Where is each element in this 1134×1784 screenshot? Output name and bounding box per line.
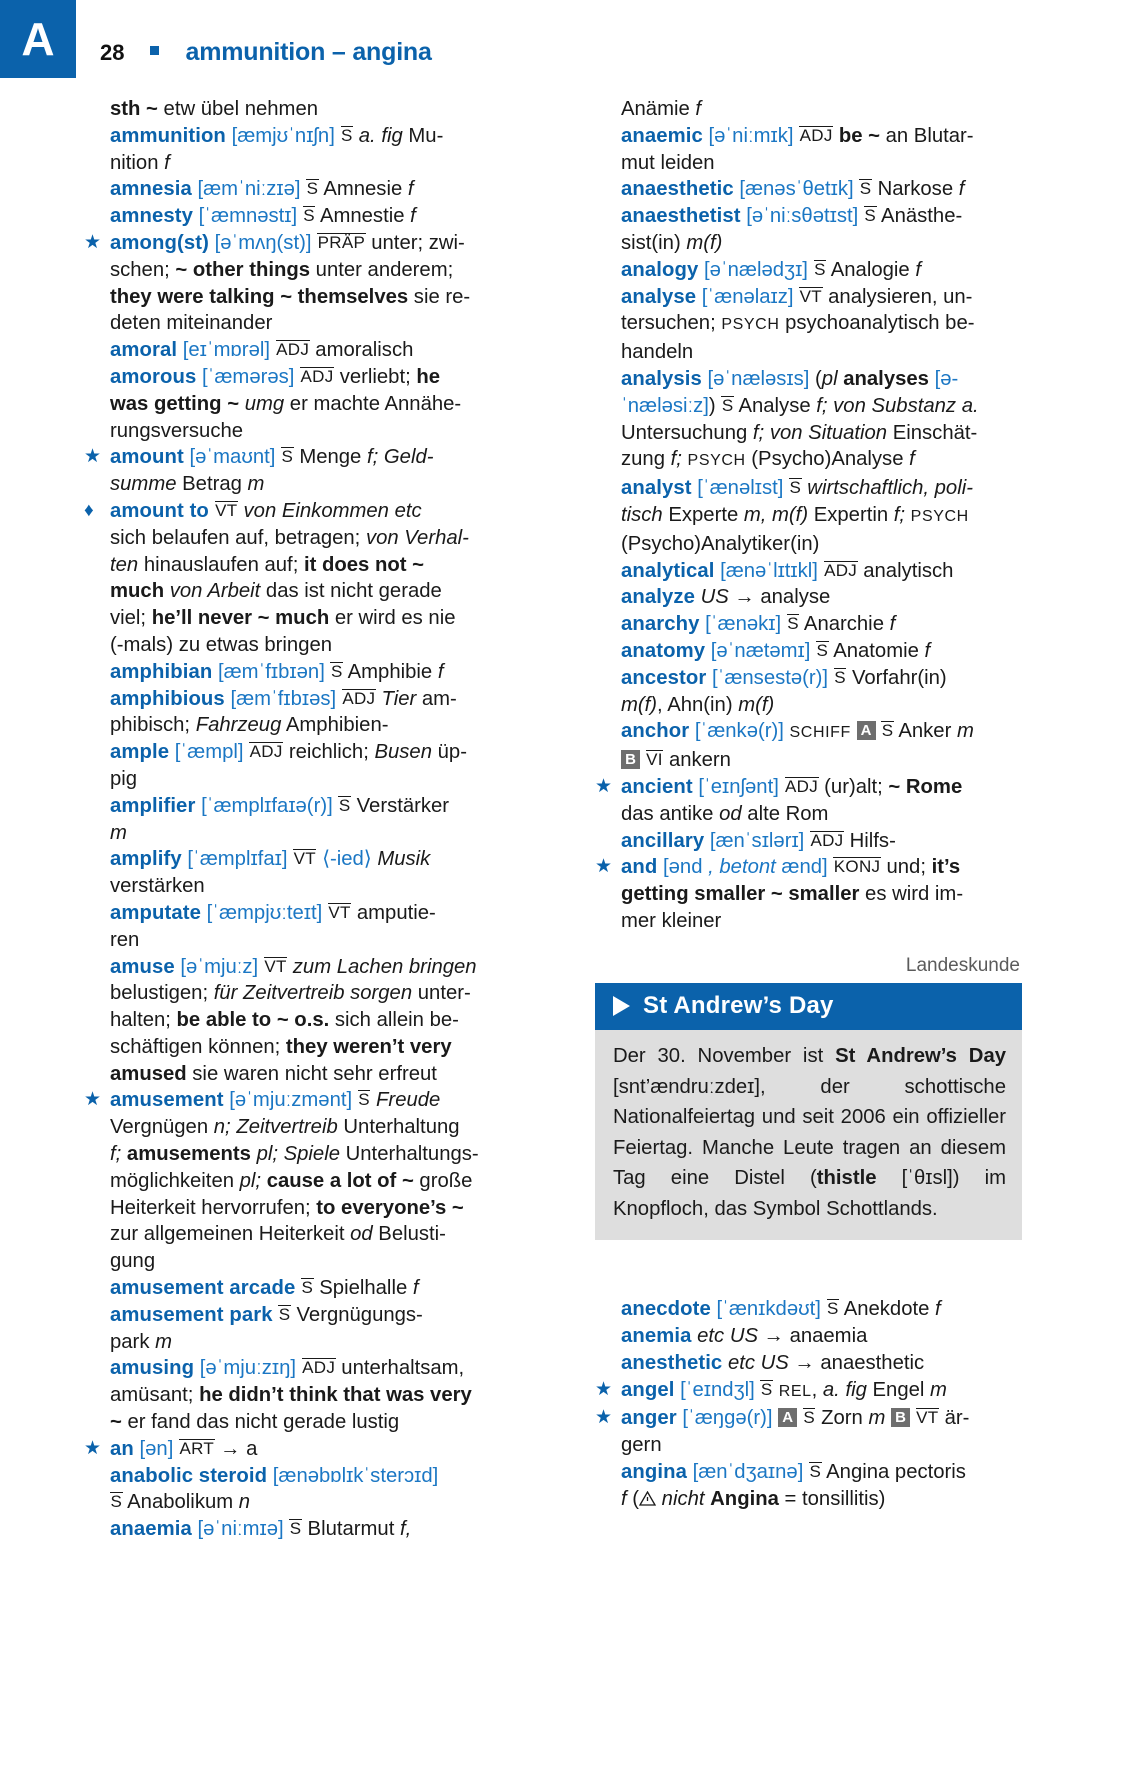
dictionary-entry-line: summe Betrag m bbox=[110, 473, 265, 496]
dictionary-entry-line: tersuchen; PSYCH psychoanalytisch be- bbox=[621, 312, 975, 335]
dictionary-entry-line: viel; he’ll never ~ much er wird es nie bbox=[110, 607, 456, 630]
pronunciation: [əˈniːmɪk] bbox=[708, 124, 794, 147]
dictionary-entry-line: anarchy [ˈænəkɪ] S Anarchie f bbox=[621, 613, 896, 636]
pronunciation: [ə- bbox=[934, 367, 959, 390]
dictionary-entry-headword-line: ♦ amount to VT von Einkommen etc bbox=[84, 498, 511, 525]
part-of-speech-label: VT bbox=[916, 1408, 939, 1428]
pronunciation: [ˈænkə(r)] bbox=[694, 720, 784, 743]
dictionary-entry-line: anecdote [ˈænɪkdəʊt] S Anekdote f bbox=[621, 1298, 941, 1321]
dictionary-entry-line: sich belaufen auf, betragen; von Verhal- bbox=[110, 526, 469, 549]
dictionary-entry-headword-line: ★ and [ənd , betont ænd] KONJ und; it’s bbox=[595, 854, 1022, 881]
pronunciation: [æmjʊˈnɪʃn] bbox=[231, 124, 335, 147]
pronunciation: [æmˈfɪbɪəs] bbox=[230, 687, 337, 710]
dictionary-entry-line: sth ~ etw übel nehmen bbox=[110, 98, 319, 120]
headword: amnesty bbox=[110, 205, 193, 228]
headword: amnesia bbox=[110, 178, 192, 201]
pronunciation: [ænˈdʒaɪnə] bbox=[692, 1461, 804, 1484]
headword: amorous bbox=[110, 365, 197, 388]
part-of-speech-label: S bbox=[278, 1304, 291, 1324]
dictionary-entry-line: Anämie f bbox=[621, 98, 702, 120]
headword: amputate bbox=[110, 901, 201, 924]
headword: ancillary bbox=[621, 829, 705, 852]
part-of-speech-label: S bbox=[338, 795, 351, 815]
headword: anaesthetist bbox=[621, 205, 741, 228]
dictionary-entry-line: anaesthetic [ænəsˈθetɪk] S Narkose f bbox=[621, 178, 965, 201]
part-of-speech-label: KONJ bbox=[833, 857, 881, 877]
warning-triangle-icon bbox=[639, 1487, 656, 1502]
part-of-speech-label: S bbox=[809, 1462, 822, 1482]
part-of-speech-label: S bbox=[859, 179, 872, 199]
headword: anabolic steroid bbox=[110, 1464, 268, 1487]
headword: an bbox=[110, 1437, 134, 1460]
dictionary-entry-line: analyst [ˈænəlɪst] S wirtschaftlich, poli- bbox=[621, 477, 973, 500]
dictionary-entry-line: anatomy [əˈnætəmɪ] S Anatomie f bbox=[621, 639, 931, 662]
dictionary-entry-line: nition f bbox=[110, 151, 170, 174]
dictionary-entry-line: was getting ~ umg er machte Annähe- bbox=[110, 392, 462, 415]
dictionary-entry-headword-line: ★ anger [ˈæŋgə(r)] A S Zorn m B VT är- bbox=[595, 1405, 1022, 1432]
headword: amount bbox=[110, 446, 184, 469]
part-of-speech-label: PRÄP bbox=[317, 232, 366, 252]
pronunciation: [ˈæmplɪfaɪə(r)] bbox=[201, 794, 333, 817]
dictionary-entry-line: f ( nicht Angina = tonsillitis) bbox=[621, 1487, 886, 1510]
dictionary-entry-line bbox=[84, 1463, 511, 1490]
dictionary-entry-line: phibisch; Fahrzeug Amphibien- bbox=[110, 714, 389, 737]
pronunciation: [æmˈfɪbɪən] bbox=[217, 660, 325, 683]
dictionary-columns bbox=[0, 96, 1134, 1543]
dictionary-entry-line: amusement park S Vergnügungs- bbox=[110, 1303, 423, 1326]
dictionary-entry-line: amnesia [æmˈniːzɪə] S Amnesie f bbox=[110, 178, 414, 201]
pronunciation: [əˈnætəmɪ] bbox=[710, 639, 811, 662]
headword: anatomy bbox=[621, 639, 706, 662]
right-column-entries-top bbox=[595, 96, 1022, 935]
dictionary-entry-line: verstärken bbox=[110, 875, 205, 898]
part-of-speech-label: VT bbox=[215, 500, 238, 520]
pronunciation: [ˈæmpjʊːteɪt] bbox=[206, 901, 323, 924]
dictionary-entry-line: anaemia [əˈniːmɪə] S Blutarmut f, bbox=[110, 1518, 412, 1541]
sense-marker-badge: B bbox=[891, 1408, 910, 1427]
dictionary-entry-line: ren bbox=[110, 928, 140, 951]
part-of-speech-label: VT bbox=[799, 286, 822, 306]
dictionary-entry-line: analyze US → analyse bbox=[621, 586, 831, 609]
part-of-speech-label: ADJ bbox=[342, 688, 376, 708]
pronunciation: [ən] bbox=[139, 1437, 174, 1460]
headword: anaemia bbox=[110, 1518, 192, 1541]
headword: anchor bbox=[621, 720, 690, 743]
dictionary-entry-line: amphibian [æmˈfɪbɪən] S Amphibie f bbox=[110, 660, 444, 683]
dictionary-entry-line: tisch Experte m, m(f) Expertin f; PSYCH bbox=[621, 503, 969, 526]
part-of-speech-label: VT bbox=[293, 849, 316, 869]
headword: angel bbox=[621, 1378, 675, 1401]
part-of-speech-label: S bbox=[358, 1090, 370, 1110]
dictionary-entry-line: m(f), Ahn(in) m(f) bbox=[621, 693, 775, 716]
headword: ancient bbox=[621, 775, 693, 798]
pronunciation: [ænəbɒlɪkˈsterɔɪd] bbox=[272, 1464, 439, 1487]
dictionary-entry-line: pig bbox=[110, 767, 138, 790]
dictionary-entry-line: (Psycho)Analytiker(in) bbox=[621, 532, 820, 555]
running-header bbox=[100, 38, 432, 67]
headword: analyst bbox=[621, 477, 692, 500]
pronunciation: [əˈniːmɪə] bbox=[197, 1518, 284, 1541]
star-icon: ★ bbox=[84, 1437, 102, 1459]
dictionary-entry-line: anaemic [əˈniːmɪk] ADJ be ~ an Blutar- bbox=[621, 124, 974, 147]
pronunciation: [əˈmʌŋ(st)] bbox=[214, 231, 312, 254]
dictionary-entry-line: ~ er fand das nicht gerade lustig bbox=[110, 1411, 400, 1434]
dictionary-entry-line: amorous [ˈæmərəs] ADJ verliebt; he bbox=[110, 365, 441, 388]
dictionary-entry-line: amnesty [ˈæmnəstɪ] S Amnestie f bbox=[110, 205, 416, 228]
part-of-speech-label: S bbox=[864, 206, 877, 226]
dictionary-entry-line: zung f; PSYCH (Psycho)Analyse f bbox=[621, 448, 915, 471]
dictionary-entry-line: S Anabolikum n bbox=[110, 1491, 251, 1514]
headword: amusing bbox=[110, 1357, 195, 1380]
part-of-speech-label: S bbox=[289, 1519, 302, 1539]
dictionary-entry-line: sist(in) m(f) bbox=[621, 231, 723, 254]
part-of-speech-label: S bbox=[814, 259, 826, 279]
pronunciation: [ˈæmpl] bbox=[174, 741, 244, 764]
part-of-speech-label: S bbox=[827, 1299, 839, 1319]
headword: anemia bbox=[621, 1325, 692, 1348]
dictionary-entry-headword-line: ★ angel [ˈeɪndʒl] S REL, a. fig Engel m bbox=[595, 1377, 1022, 1406]
dictionary-entry-line: anemia etc US → anaemia bbox=[621, 1325, 868, 1348]
part-of-speech-label: S bbox=[306, 179, 319, 199]
part-of-speech-label: VT bbox=[328, 902, 351, 922]
dictionary-entry-line: ancillary [ænˈsɪlərɪ] ADJ Hilfs- bbox=[621, 829, 896, 852]
pronunciation: [ˈæmplɪfaɪ] bbox=[187, 848, 288, 871]
dictionary-entry-line: getting smaller ~ smaller es wird im- bbox=[621, 883, 964, 906]
pronunciation: [ˈæmərəs] bbox=[202, 365, 295, 388]
pronunciation: [ænəˈlɪtɪkl] bbox=[720, 559, 818, 582]
part-of-speech-label: ADJ bbox=[810, 830, 844, 850]
headword: analytical bbox=[621, 559, 715, 582]
dictionary-entry-line: amputate [ˈæmpjʊːteɪt] VT amputie- bbox=[110, 901, 436, 924]
dictionary-entry-line: ten hinauslaufen auf; it does not ~ bbox=[110, 553, 424, 576]
part-of-speech-label: ADJ bbox=[824, 560, 858, 580]
part-of-speech-label: S bbox=[803, 1408, 815, 1428]
dictionary-entry-line: anaesthetist [əˈniːsθətɪst] S Anästhe- bbox=[621, 205, 963, 228]
dictionary-entry-line: analyse [ˈænəlaɪz] VT analysieren, un- bbox=[621, 285, 973, 308]
pronunciation: [ˈæŋgə(r)] bbox=[682, 1407, 773, 1430]
dictionary-entry-line: amusement arcade S Spielhalle f bbox=[110, 1277, 419, 1300]
star-icon: ★ bbox=[595, 856, 613, 878]
part-of-speech-label: ADJ bbox=[302, 1358, 336, 1378]
pronunciation: [ˈænɪkdəʊt] bbox=[716, 1298, 821, 1321]
dictionary-entry-line: ancestor [ˈænsestə(r)] S Vorfahr(in) bbox=[621, 666, 947, 689]
pronunciation: [əˈnælədʒɪ] bbox=[703, 258, 808, 281]
pronunciation: ⟨-ied⟩ bbox=[322, 848, 372, 871]
culture-box-header bbox=[595, 983, 1022, 1031]
dictionary-entry-line: B VI ankern bbox=[595, 747, 1022, 774]
dictionary-entry-line: amüsant; he didn’t think that was very bbox=[110, 1384, 472, 1407]
dictionary-entry-line: angina [ænˈdʒaɪnə] S Angina pectoris bbox=[621, 1461, 966, 1484]
headword: amusement park bbox=[110, 1303, 273, 1326]
part-of-speech-label: S bbox=[787, 614, 799, 634]
pronunciation: [əˈmjuːzmənt] bbox=[229, 1089, 353, 1112]
star-icon: ★ bbox=[595, 1378, 613, 1400]
dictionary-entry-line: m bbox=[110, 821, 127, 844]
headword: analysis bbox=[621, 367, 702, 390]
pronunciation: [əˈmjuːzɪŋ] bbox=[199, 1357, 296, 1380]
part-of-speech-label: S bbox=[281, 447, 294, 467]
pronunciation: [ˈeɪndʒl] bbox=[680, 1378, 755, 1401]
right-column-entries-bottom bbox=[595, 1296, 1022, 1512]
dictionary-entry-line: analogy [əˈnælədʒɪ] S Analogie f bbox=[621, 258, 921, 281]
dictionary-entry-line: deten miteinander bbox=[110, 312, 273, 335]
part-of-speech-label: S bbox=[110, 1492, 123, 1512]
dictionary-entry-headword-line: ★ among(st) [əˈmʌŋ(st)] PRÄP unter; zwi- bbox=[84, 230, 511, 257]
star-icon: ★ bbox=[84, 231, 102, 253]
culture-box bbox=[595, 983, 1022, 1241]
part-of-speech-label: VT bbox=[264, 956, 287, 976]
dictionary-entry-line: (-mals) zu etwas bringen bbox=[110, 633, 333, 656]
sense-marker-badge: A bbox=[778, 1408, 797, 1427]
star-icon: ★ bbox=[84, 1089, 102, 1111]
page-header bbox=[0, 0, 1134, 92]
right-column bbox=[595, 96, 1022, 1543]
dictionary-entry-line: amused sie waren nicht sehr erfreut bbox=[110, 1062, 437, 1085]
dictionary-entry-line: park m bbox=[110, 1330, 172, 1353]
headword: amphibian bbox=[110, 660, 213, 683]
dictionary-entry-line: f; amusements pl; Spiele Unterhaltungs- bbox=[110, 1143, 479, 1166]
part-of-speech-label: ADJ bbox=[785, 776, 819, 796]
part-of-speech-label: S bbox=[816, 640, 829, 660]
dictionary-entry-line: Heiterkeit hervorrufen; to everyone’s ~ bbox=[110, 1196, 464, 1219]
dictionary-entry-line: analysis [əˈnæləsɪs] (pl analyses [ə- bbox=[621, 367, 959, 390]
pronunciation: [æmˈniːzɪə] bbox=[197, 178, 301, 201]
headword: anesthetic bbox=[621, 1351, 723, 1374]
square-bullet-icon bbox=[150, 46, 159, 55]
star-icon: ★ bbox=[595, 1407, 613, 1429]
dictionary-entry-line: das antike od alte Rom bbox=[621, 802, 829, 825]
headword: anaesthetic bbox=[621, 178, 734, 201]
part-of-speech-label: ADJ bbox=[799, 125, 833, 145]
pronunciation: [ˈænəlaɪz] bbox=[701, 285, 794, 308]
pronunciation: [ˈeɪnʃənt] bbox=[698, 775, 779, 798]
dictionary-entry-line: halten; be able to ~ o.s. sich allein be- bbox=[110, 1009, 459, 1032]
pronunciation: [əˈnæləsɪs] bbox=[707, 367, 810, 390]
dictionary-entry-line: ˈnæləsiːz]) S Analyse f; von Substanz a. bbox=[621, 394, 979, 417]
dictionary-entry-line: amoral [eɪˈmɒrəl] ADJ amoralisch bbox=[110, 339, 414, 362]
dictionary-entry-line: möglichkeiten pl; cause a lot of ~ große bbox=[110, 1169, 473, 1192]
dictionary-entry-line: Vergnügen n; Zeitvertreib Unterhaltung bbox=[110, 1116, 460, 1139]
part-of-speech-label: S bbox=[303, 206, 315, 226]
culture-box-body: Der 30. November ist St Andrew’s Day [snt’ændruːzdeɪ], der schottische Nationalfeiertag und seit 2006 ein offizieller Feiertag. Manche Leute tragen an diesem Tag eine Distel (thistle [ˈθɪsl]) im Knopfloch, das Symbol Schottlands. bbox=[595, 1030, 1022, 1240]
headword: amplify bbox=[110, 848, 182, 871]
pronunciation: [ˈænəkɪ] bbox=[705, 613, 782, 636]
dictionary-entry-line: gung bbox=[110, 1250, 156, 1273]
dictionary-entry-headword-line: ★ an [ən] ART → a bbox=[84, 1436, 511, 1463]
headword: angina bbox=[621, 1461, 687, 1484]
headword: amoral bbox=[110, 339, 178, 362]
part-of-speech-label: ART bbox=[179, 1438, 215, 1458]
headword: anecdote bbox=[621, 1298, 711, 1321]
star-icon: ★ bbox=[595, 775, 613, 797]
dictionary-entry-headword-line: ★ amount [əˈmaʊnt] S Menge f; Geld- bbox=[84, 444, 511, 471]
headword: amusement bbox=[110, 1089, 224, 1112]
dictionary-entry-line: gern bbox=[621, 1434, 662, 1457]
dictionary-entry-line: amplify [ˈæmplɪfaɪ] VT ⟨-ied⟩ Musik bbox=[110, 848, 431, 871]
dictionary-entry-line: mer kleiner bbox=[621, 909, 722, 932]
part-of-speech-label: S bbox=[760, 1379, 773, 1399]
dictionary-entry-line: amuse [əˈmjuːz] VT zum Lachen bringen bbox=[110, 955, 477, 978]
part-of-speech-label: S bbox=[834, 667, 846, 687]
dictionary-entry-line: schen; ~ other things unter anderem; bbox=[110, 258, 454, 281]
headword: analyze bbox=[621, 586, 695, 609]
dictionary-entry-line: amplifier [ˈæmplɪfaɪə(r)] S Verstärker bbox=[110, 794, 450, 817]
left-column bbox=[84, 96, 511, 1543]
pronunciation: [əˈmaʊnt] bbox=[189, 446, 276, 469]
headword: anaemic bbox=[621, 124, 703, 147]
headword: amphibious bbox=[110, 687, 225, 710]
dictionary-entry-line: anesthetic etc US → anaesthetic bbox=[621, 1351, 925, 1374]
headword: amusement arcade bbox=[110, 1277, 296, 1300]
pronunciation: [ˈænsestə(r)] bbox=[711, 666, 829, 689]
dictionary-entry-line: anchor [ˈænkə(r)] SCHIFF A S Anker m bbox=[621, 720, 974, 743]
part-of-speech-label: ADJ bbox=[276, 340, 310, 360]
dictionary-entry-line: handeln bbox=[621, 341, 694, 364]
headword: amplifier bbox=[110, 794, 196, 817]
letter-index-tab: A bbox=[0, 0, 76, 78]
headword: ample bbox=[110, 741, 170, 764]
part-of-speech-label: S bbox=[721, 395, 734, 415]
headword: analogy bbox=[621, 258, 699, 281]
part-of-speech-label: S bbox=[301, 1278, 314, 1298]
headword: ancestor bbox=[621, 666, 707, 689]
culture-box-kicker: Landeskunde bbox=[905, 954, 1020, 976]
dictionary-entry-line: ammunition [æmjʊˈnɪʃn] S a. fig Mu- bbox=[110, 124, 444, 147]
play-triangle-icon bbox=[613, 996, 630, 1016]
diamond-icon: ♦ bbox=[84, 499, 94, 521]
headword: ammunition bbox=[110, 124, 226, 147]
part-of-speech-label: S bbox=[341, 125, 353, 145]
headword: anger bbox=[621, 1407, 677, 1430]
dictionary-entry-line: analytical [ænəˈlɪtɪkl] ADJ analytisch bbox=[621, 559, 954, 582]
dictionary-entry-line: amusing [əˈmjuːzɪŋ] ADJ unterhaltsam, bbox=[110, 1357, 465, 1380]
part-of-speech-label: VI bbox=[646, 750, 663, 770]
pronunciation: [ˈænəlɪst] bbox=[697, 477, 784, 500]
pronunciation: ˈnæləsiːz] bbox=[621, 394, 709, 417]
pronunciation: [ˈæmnəstɪ] bbox=[198, 205, 298, 228]
headword: amuse bbox=[110, 955, 175, 978]
pronunciation: [ənd , betont ænd] bbox=[663, 856, 828, 879]
dictionary-entry-line: ample [ˈæmpl] ADJ reichlich; Busen üp- bbox=[110, 741, 467, 764]
headword: among(st) bbox=[110, 231, 209, 254]
part-of-speech-label: S bbox=[881, 721, 894, 741]
part-of-speech-label: S bbox=[789, 478, 802, 498]
pronunciation: [eɪˈmɒrəl] bbox=[182, 339, 270, 362]
headword: and bbox=[621, 856, 658, 879]
headword: anarchy bbox=[621, 613, 700, 636]
spacer bbox=[595, 1240, 1022, 1296]
pronunciation: [ænˈsɪlərɪ] bbox=[709, 829, 805, 852]
dictionary-entry-line: much von Arbeit das ist nicht gerade bbox=[110, 580, 442, 603]
dictionary-entry-line: mut leiden bbox=[621, 151, 715, 174]
part-of-speech-label: S bbox=[330, 661, 343, 681]
running-head-range: ammunition – angina bbox=[185, 38, 432, 66]
dictionary-entry-line: Untersuchung f; von Situation Einschät- bbox=[621, 421, 978, 444]
dictionary-entry-headword-line: ★ amusement [əˈmjuːzmənt] S Freude bbox=[84, 1087, 511, 1114]
culture-box-title: St Andrew’s Day bbox=[643, 991, 834, 1019]
headword: amount to bbox=[110, 499, 209, 522]
sense-marker-badge: B bbox=[621, 750, 640, 769]
sense-marker-badge: A bbox=[857, 721, 876, 740]
dictionary-entry-line: rungsversuche bbox=[110, 419, 244, 442]
star-icon: ★ bbox=[84, 446, 102, 468]
dictionary-entry-line: zur allgemeinen Heiterkeit od Belusti- bbox=[110, 1223, 446, 1246]
pronunciation: [ænəsˈθetɪk] bbox=[739, 178, 854, 201]
headword: analyse bbox=[621, 285, 697, 308]
dictionary-entry-line: they were talking ~ themselves sie re- bbox=[110, 285, 471, 308]
dictionary-entry-line: amphibious [æmˈfɪbɪəs] ADJ Tier am- bbox=[110, 687, 457, 710]
dictionary-entry-line: belustigen; für Zeitvertreib sorgen unter- bbox=[110, 982, 471, 1005]
part-of-speech-label: ADJ bbox=[300, 366, 334, 386]
part-of-speech-label: ADJ bbox=[249, 742, 283, 762]
pronunciation: [əˈniːsθətɪst] bbox=[746, 205, 859, 228]
dictionary-entry-headword-line: ★ ancient [ˈeɪnʃənt] ADJ (ur)alt; ~ Rome bbox=[595, 774, 1022, 801]
pronunciation: [əˈmjuːz] bbox=[180, 955, 259, 978]
page-number: 28 bbox=[100, 40, 125, 65]
dictionary-entry-line: schäftigen können; they weren’t very bbox=[110, 1035, 452, 1058]
